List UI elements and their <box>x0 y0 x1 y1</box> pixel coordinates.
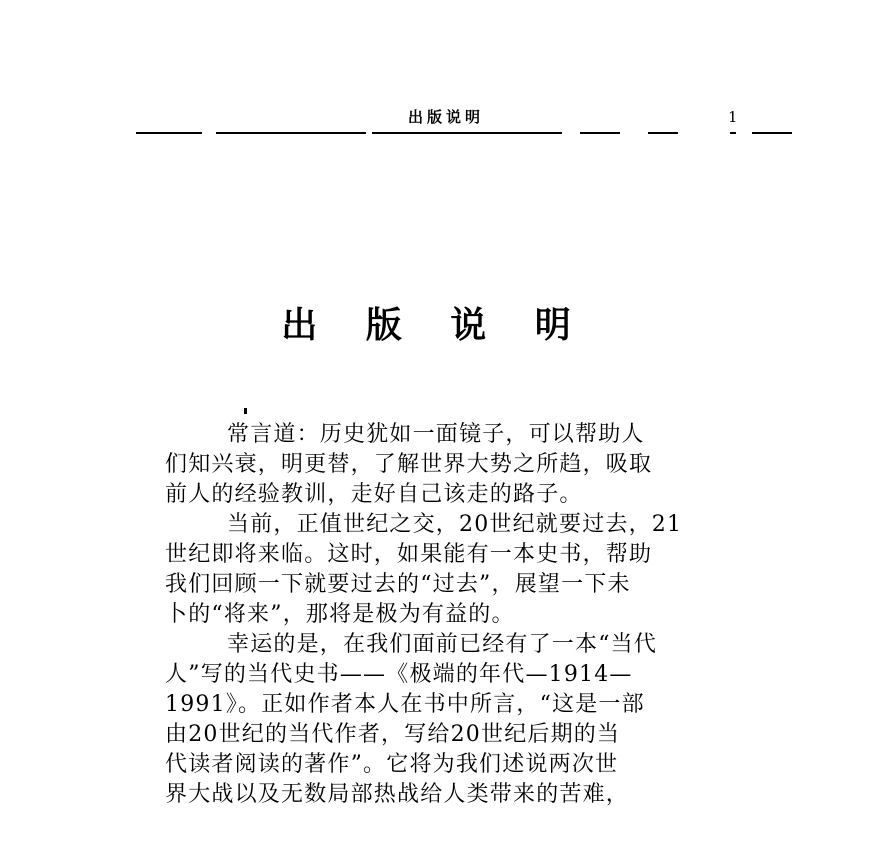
text-line: 由20世纪的当代作者，写给20世纪后期的当 <box>165 722 621 747</box>
print-mark <box>244 408 247 414</box>
text-line: 常言道：历史犹如一面镜子，可以帮助人 <box>227 422 645 447</box>
body-text <box>165 420 755 810</box>
text-line: 们知兴衰，明更替，了解世界大势之所趋，吸取 <box>165 452 653 477</box>
header-rule-segment <box>136 132 202 134</box>
header-rule-segment <box>580 132 620 134</box>
text-line: 世纪即将来临。这时，如果能有一本史书，帮助 <box>165 542 653 567</box>
header-rule-segment <box>752 132 792 134</box>
header-rule-segment <box>372 132 562 134</box>
header-rule-segment <box>648 132 678 134</box>
text-line: 1991》。正如作者本人在书中所言，“这是一部 <box>165 692 645 717</box>
text-line: 界大战以及无数局部热战给人类带来的苦难， <box>165 782 630 807</box>
page-title: 出 版 说 明 <box>281 305 589 346</box>
text-line: 卜的“将来”，那将是极为有益的。 <box>165 602 515 627</box>
header-rule-segment <box>216 132 366 134</box>
running-header <box>0 108 870 138</box>
text-line: 人”写的当代史书——《极端的年代—1914— <box>165 662 633 687</box>
text-line: 我们回顾一下就要过去的“过去”，展望一下未 <box>165 572 631 597</box>
text-line: 前人的经验教训，走好自己该走的路子。 <box>165 482 583 507</box>
text-line: 代读者阅读的著作”。它将为我们述说两次世 <box>165 752 619 777</box>
text-line: 当前，正值世纪之交，20世纪就要过去，21 <box>227 512 683 537</box>
running-header-title: 出版说明 <box>408 108 485 126</box>
header-rule-segment <box>730 132 736 134</box>
text-line: 幸运的是，在我们面前已经有了一本“当代 <box>227 632 658 657</box>
page-number: 1 <box>728 108 738 126</box>
